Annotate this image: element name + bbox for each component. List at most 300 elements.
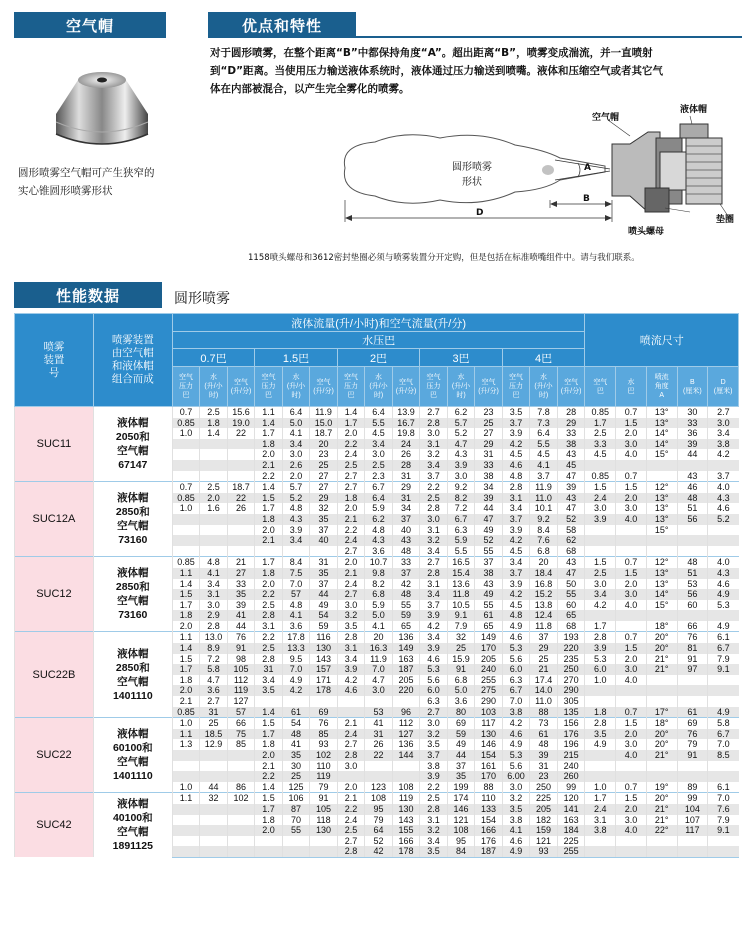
table-cell [616,535,647,546]
table-cell: 3.9 [502,525,530,536]
table-cell: 21° [646,654,677,665]
table-cell: 0.85 [172,707,200,718]
table-cell: 56 [677,514,708,525]
table-cell: 2.5 [337,460,365,471]
table-cell [646,761,677,772]
table-cell: 52 [475,535,503,546]
table-cell: 141 [557,804,585,815]
table-cell: 1.4 [172,643,200,654]
table-cell [172,514,200,525]
table-cell: 5.3 [502,750,530,761]
table-cell [227,771,255,782]
table-cell [255,696,283,707]
table-cell: 18.5 [200,729,228,740]
table-cell: 53 [677,579,708,590]
table-cell: 3.8 [502,707,530,718]
table-cell: 4.5 [530,449,558,460]
table-cell [255,546,283,557]
table-cell: 39 [677,439,708,450]
table-cell: 0.7 [616,632,647,643]
table-cell: 1.7 [255,729,283,740]
table-cell [227,836,255,847]
table-cell: 176 [557,729,585,740]
table-cell: 4.9 [585,739,616,750]
table-cell: 5.7 [447,418,475,429]
table-cell: 21 [227,557,255,568]
table-cell: 125 [282,782,310,793]
unit-combination: 液体帽 2850和 空气帽 73160 [93,482,172,557]
table-cell: 48 [282,729,310,740]
table-cell: 2.2 [420,782,448,793]
unit-code: SUC11 [15,407,94,482]
table-cell: 1.4 [255,482,283,493]
section-title-features: 优点和特性 [208,12,356,38]
table-cell: 107 [677,815,708,826]
table-cell: 15° [646,525,677,536]
table-cell [616,846,647,857]
table-cell [200,825,228,836]
table-cell [708,836,739,847]
table-cell: 99 [557,782,585,793]
table-cell: 156 [557,718,585,729]
table-cell: 11.9 [365,654,393,665]
table-cell: 2.5 [200,407,228,418]
table-cell: 0.85 [585,471,616,482]
table-cell: 3.1 [255,621,283,632]
table-cell [392,771,420,782]
table-cell: 2.1 [255,460,283,471]
subheader-dims-4: D (厘米) [708,367,739,407]
table-cell: 149 [392,643,420,654]
table-cell: 5.8 [708,718,739,729]
table-cell [677,696,708,707]
table-cell [200,836,228,847]
table-cell: 7.8 [530,407,558,418]
header-pressure-2: 2巴 [337,349,420,367]
table-cell: 2.0 [616,804,647,815]
table-cell: 2.0 [255,579,283,590]
table-cell: 12° [646,557,677,568]
table-cell: 9.2 [530,514,558,525]
table-cell: 69 [677,718,708,729]
table-cell: 4.3 [708,568,739,579]
table-cell: 4.3 [708,493,739,504]
table-cell: 2.5 [200,482,228,493]
table-cell: 73 [530,718,558,729]
table-cell: 21° [646,815,677,826]
table-cell: 4.6 [708,579,739,590]
subheader-water-flow: 水 (升/小时) [530,367,558,407]
table-cell: 2.1 [255,761,283,772]
table-cell [227,846,255,857]
table-cell: 61 [282,707,310,718]
table-cell [708,610,739,621]
table-cell: 2.2 [337,525,365,536]
table-cell: 4.2 [585,600,616,611]
table-cell: 1.5 [616,718,647,729]
table-cell: 4.0 [616,675,647,686]
table-cell: 105 [227,664,255,675]
table-cell: 35 [227,589,255,600]
table-cell: 20 [530,557,558,568]
table-cell: 50 [557,579,585,590]
table-cell: 20° [646,793,677,804]
table-cell: 120 [557,793,585,804]
table-cell: 112 [227,675,255,686]
table-cell [585,836,616,847]
table-cell: 240 [557,761,585,772]
table-cell [616,610,647,621]
table-cell: 1.5 [616,418,647,429]
table-cell: 13° [646,579,677,590]
table-cell: 1.7 [255,503,283,514]
table-cell: 20° [646,643,677,654]
table-cell: 118 [310,815,338,826]
table-cell: 4.6 [502,460,530,471]
table-cell [227,815,255,826]
table-cell: 25 [447,643,475,654]
table-cell: 255 [557,846,585,857]
table-cell: 2.1 [337,718,365,729]
table-cell: 0.7 [616,782,647,793]
table-cell: 106 [282,793,310,804]
table-cell: 4.0 [708,482,739,493]
table-cell: 14.0 [530,685,558,696]
table-cell: 34 [475,482,503,493]
table-cell: 4.9 [708,707,739,718]
table-cell: 0.85 [172,493,200,504]
table-cell: 4.6 [502,729,530,740]
table-cell [227,546,255,557]
table-cell: 4.2 [708,449,739,460]
table-cell: 29 [475,439,503,450]
table-cell [200,804,228,815]
table-cell: 2.1 [337,793,365,804]
table-cell: 14° [646,439,677,450]
table-cell: 9.5 [282,654,310,665]
table-cell: 130 [392,804,420,815]
table-cell [282,546,310,557]
table-cell: 11.0 [530,696,558,707]
table-cell: 3.4 [420,836,448,847]
table-cell: 27 [475,428,503,439]
table-cell: 2.5 [365,460,393,471]
table-cell: 48 [392,546,420,557]
table-cell: 2.3 [365,471,393,482]
table-cell: 2.4 [337,535,365,546]
table-cell: 18° [646,718,677,729]
table-cell: 33 [392,557,420,568]
table-cell: 26 [365,739,393,750]
table-cell: 6.1 [708,632,739,643]
table-cell: 2.2 [337,439,365,450]
table-cell: 48 [392,589,420,600]
table-cell: 4.2 [337,675,365,686]
table-cell: 15° [646,600,677,611]
table-cell: 2.2 [255,589,283,600]
table-cell: 1.8 [200,418,228,429]
table-cell: 13.0 [200,632,228,643]
table-cell: 3.0 [282,449,310,460]
table-cell: 3.6 [447,696,475,707]
table-cell: 43 [557,557,585,568]
table-cell: 3.8 [420,761,448,772]
table-cell: 225 [530,793,558,804]
header-unit-number: 喷雾 装置 号 [15,314,94,407]
table-cell [646,610,677,621]
table-cell [227,471,255,482]
table-cell: 4.0 [616,514,647,525]
table-cell: 3.2 [420,825,448,836]
table-cell: 4.1 [365,621,393,632]
table-cell: 1.5 [616,482,647,493]
table-cell: 4.6 [337,685,365,696]
table-cell: 14° [646,589,677,600]
table-cell: 7.0 [708,793,739,804]
table-cell: 76 [677,729,708,740]
subheader-water-flow: 水 (升/小时) [200,367,228,407]
table-cell: 61 [475,610,503,621]
unit-code: SUC42 [15,793,94,858]
table-cell [616,761,647,772]
label-distance-b: B [583,194,590,204]
table-cell: 2.8 [337,750,365,761]
table-cell: 17.8 [282,632,310,643]
table-cell [200,546,228,557]
table-cell: 4.1 [200,568,228,579]
table-cell: 4.3 [282,514,310,525]
table-cell: 270 [557,675,585,686]
table-cell: 9.1 [447,610,475,621]
table-cell: 79 [365,815,393,826]
table-cell: 2.8 [502,482,530,493]
table-cell: 5.2 [708,514,739,525]
table-cell: 4.5 [502,600,530,611]
table-cell: 5.0 [365,610,393,621]
table-cell: 1.8 [585,707,616,718]
table-cell: 6.7 [708,643,739,654]
table-cell: 5.3 [502,643,530,654]
table-cell: 75 [227,729,255,740]
table-row [15,718,739,729]
table-cell: 6.7 [708,729,739,740]
table-cell: 127 [392,729,420,740]
table-cell: 1.7 [255,557,283,568]
table-cell: 32 [447,632,475,643]
table-cell: 3.0 [616,439,647,450]
table-cell: 41 [227,610,255,621]
table-cell [677,836,708,847]
table-cell: 178 [310,685,338,696]
table-cell [616,621,647,632]
table-cell: 3.0 [365,449,393,460]
table-cell: 93 [530,846,558,857]
table-cell: 182 [530,815,558,826]
table-cell: 1.5 [172,654,200,665]
table-cell: 1.8 [255,439,283,450]
table-cell: 2.8 [585,718,616,729]
table-cell: 1.0 [172,428,200,439]
table-cell: 2.4 [337,579,365,590]
table-cell: 6.4 [365,407,393,418]
table-cell: 20° [646,729,677,740]
table-cell [616,546,647,557]
table-cell: 47 [557,471,585,482]
table-cell [227,460,255,471]
table-cell: 68 [557,546,585,557]
table-cell: 6.7 [447,514,475,525]
table-cell: 15° [646,449,677,460]
table-cell: 8.4 [530,525,558,536]
table-cell: 3.0 [616,589,647,600]
table-cell [200,449,228,460]
table-cell: 91 [310,793,338,804]
table-cell: 1.8 [172,675,200,686]
table-cell [172,771,200,782]
table-cell: 2.0 [172,621,200,632]
table-cell: 3.8 [585,825,616,836]
table-cell: 102 [310,750,338,761]
table-cell: 3.1 [420,525,448,536]
table-cell: 57 [227,707,255,718]
table-cell [646,546,677,557]
header-spray-dims: 喷流尺寸 [585,314,739,367]
table-cell: 4.7 [365,675,393,686]
table-cell: 1.8 [255,815,283,826]
table-cell: 4.5 [585,449,616,460]
table-cell: 6.4 [530,428,558,439]
table-cell: 65 [475,621,503,632]
table-cell [646,460,677,471]
header-water-pressure: 水压巴 [172,332,585,349]
table-cell: 6.8 [447,675,475,686]
table-cell: 260 [557,771,585,782]
table-cell: 30 [282,761,310,772]
table-cell [310,546,338,557]
table-cell: 29 [310,493,338,504]
table-cell: 37 [310,525,338,536]
table-cell: 4.2 [502,439,530,450]
table-cell: 3.0 [502,782,530,793]
table-cell: 3.4 [585,589,616,600]
table-cell: 2.8 [255,610,283,621]
table-cell [646,535,677,546]
table-cell: 2.2 [337,804,365,815]
table-cell [200,815,228,826]
table-cell: 1.4 [200,428,228,439]
table-cell [227,514,255,525]
table-cell: 25 [475,418,503,429]
table-cell: 22 [227,493,255,504]
unit-combination: 液体帽 2850和 空气帽 73160 [93,557,172,632]
table-cell: 1.4 [255,782,283,793]
table-cell: 290 [475,696,503,707]
table-cell: 4.0 [616,750,647,761]
table-cell: 3.1 [585,815,616,826]
table-cell: 6.8 [530,546,558,557]
table-cell: 187 [392,664,420,675]
table-cell [585,460,616,471]
table-cell: 275 [475,685,503,696]
table-cell: 5.3 [420,664,448,675]
table-cell: 121 [447,815,475,826]
table-cell: 2.5 [585,428,616,439]
table-cell: 7.0 [708,739,739,750]
table-cell: 19.0 [227,418,255,429]
table-cell: 23 [475,407,503,418]
table-cell: 255 [475,675,503,686]
table-cell [677,771,708,782]
table-cell: 4.2 [502,535,530,546]
table-cell: 7.6 [530,535,558,546]
table-cell: 16.8 [530,579,558,590]
ordering-note: 1158喷头螺母和3612密封垫圈必须与喷雾装置分开定购，但是包括在标准喷嘴组件中。请与我们联系。 [248,253,640,263]
table-cell: 31 [392,471,420,482]
table-cell: 19° [646,782,677,793]
table-cell: 3.5 [502,804,530,815]
table-cell [646,771,677,782]
table-cell: 193 [557,632,585,643]
table-cell: 2.7 [420,707,448,718]
table-cell: 23 [530,771,558,782]
table-cell: 39 [475,493,503,504]
table-cell: 6.3 [502,675,530,686]
table-cell: 4.1 [282,610,310,621]
table-cell: 3.4 [255,675,283,686]
table-cell [585,750,616,761]
table-cell: 1.5 [255,493,283,504]
table-cell: 11.9 [310,407,338,418]
table-cell [646,675,677,686]
table-cell: 6.3 [447,525,475,536]
table-cell: 52 [365,836,393,847]
table-cell: 60 [557,600,585,611]
table-cell [646,836,677,847]
table-cell: 11.8 [530,621,558,632]
table-cell: 16.5 [447,557,475,568]
table-cell [646,471,677,482]
table-cell: 1.4 [337,407,365,418]
table-cell: 1.0 [172,503,200,514]
table-cell: 26 [392,449,420,460]
subheader-dims-3: B (厘米) [677,367,708,407]
table-cell: 119 [392,793,420,804]
table-cell: 13.3 [282,643,310,654]
table-cell: 2.0 [255,825,283,836]
subheader-air-pressure: 空气 压力 巴 [172,367,200,407]
table-cell: 1.7 [585,621,616,632]
table-cell: 205 [530,804,558,815]
table-cell: 15.2 [530,589,558,600]
table-cell: 5.6 [502,761,530,772]
table-cell: 3.2 [502,793,530,804]
table-cell: 157 [310,664,338,675]
table-cell: 105 [310,804,338,815]
table-cell [677,535,708,546]
table-cell: 6.0 [502,664,530,675]
table-cell: 37 [530,632,558,643]
table-cell: 57 [282,589,310,600]
table-cell: 5.9 [365,600,393,611]
table-cell: 47 [557,568,585,579]
table-cell: 102 [227,793,255,804]
table-cell [677,546,708,557]
table-cell: 88 [530,707,558,718]
table-cell: 199 [447,782,475,793]
header-pressure-0: 0.7巴 [172,349,255,367]
table-cell: 6.7 [502,685,530,696]
table-cell: 20° [646,739,677,750]
